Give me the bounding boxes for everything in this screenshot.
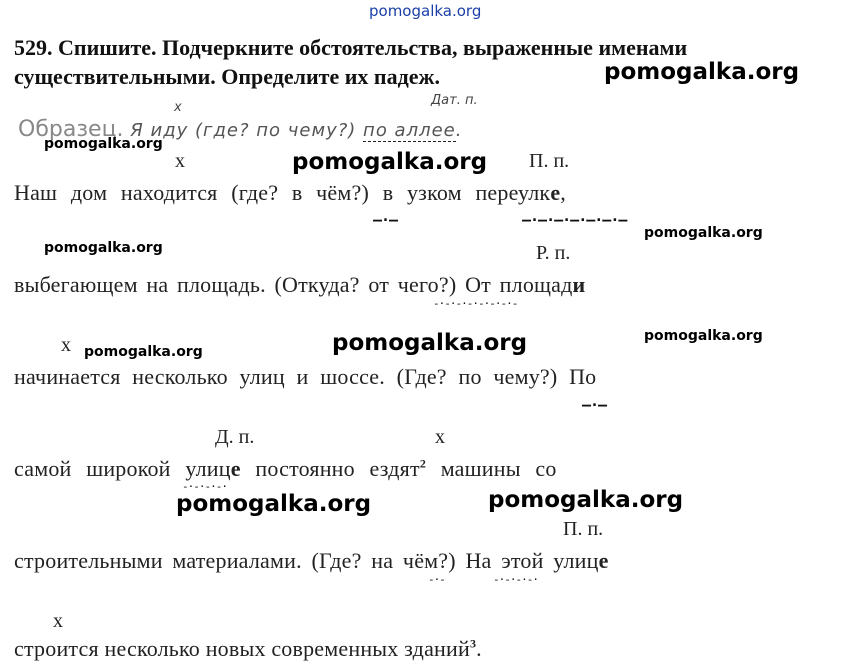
- underline-adverbial: -·-·-·-·-·-·-·-: [433, 297, 518, 310]
- text-line-5-main: строительными материалами. (Где? на чём?) На этой улиц: [14, 548, 599, 573]
- x-mark: х: [61, 334, 71, 356]
- underline-adverbial: –·–: [373, 211, 398, 229]
- text-line-6-end: .: [476, 636, 482, 661]
- text-line-6: [14, 636, 482, 662]
- watermark: pomogalka.org: [332, 330, 528, 356]
- watermark: pomogalka.org: [644, 328, 763, 344]
- x-mark: х: [435, 426, 445, 448]
- text-line-2-main: выбегающем на площадь. (Откуда? от чего?) От площад: [14, 272, 573, 297]
- underline-adverbial: -·-·-·-·: [493, 573, 538, 586]
- underline-modifier: –·–·–·–·–·–·–: [522, 211, 627, 229]
- watermark: pomogalka.org: [644, 225, 763, 241]
- case-label-pp: П. п.: [529, 150, 570, 172]
- watermark: pomogalka.org: [176, 491, 372, 517]
- x-mark: х: [53, 610, 63, 632]
- sample-underlined: по аллее: [363, 120, 456, 141]
- text-line-2: [14, 272, 585, 298]
- text-line-4: [14, 456, 557, 482]
- sample-case-label: Дат. п.: [431, 93, 478, 108]
- text-line-1: [14, 180, 566, 206]
- footnote-3: 3: [469, 636, 477, 651]
- footnote-2: 2: [419, 456, 427, 471]
- x-mark: х: [175, 150, 185, 172]
- watermark: pomogalka.org: [488, 487, 684, 513]
- watermark: pomogalka.org: [44, 240, 163, 256]
- watermark: pomogalka.org: [604, 59, 800, 85]
- sample-x-mark: х: [174, 100, 182, 115]
- text-line-4-part-a: самой широкой улиц: [14, 456, 231, 481]
- sample-end: .: [455, 120, 463, 141]
- text-line-4-part-c: машины со: [426, 456, 557, 481]
- text-line-2-ending: и: [572, 272, 586, 297]
- case-label-dp: Д. п.: [215, 426, 255, 448]
- exercise-title-line-1: 529. Спишите. Подчеркните обстоятельства, выраженные именами: [14, 35, 688, 60]
- text-line-1-ending: е: [550, 180, 561, 205]
- underline-modifier: -·-·-·-·: [182, 480, 227, 493]
- text-line-1-main: Наш дом находится (где? в чём?) в узком переулк: [14, 180, 551, 205]
- watermark: pomogalka.org: [44, 136, 163, 152]
- underline-modifier: -·-: [428, 573, 445, 586]
- sample-text: Я иду (где? по чему?): [130, 120, 357, 141]
- text-line-3: начинается несколько улиц и шоссе. (Где? по чему?) По: [14, 364, 597, 389]
- text-line-6-main: строится несколько новых современных зданий: [14, 636, 470, 661]
- case-label-pp: П. п.: [563, 518, 604, 540]
- sample-word: Образец.: [18, 117, 124, 142]
- text-line-4-part-b: постоянно ездят: [240, 456, 420, 481]
- watermark-top: pomogalka.org: [369, 2, 482, 20]
- text-line-1-punct: ,: [560, 180, 566, 205]
- watermark: pomogalka.org: [292, 149, 488, 175]
- text-line-5: [14, 548, 609, 574]
- case-label-rp: Р. п.: [536, 242, 571, 264]
- watermark: pomogalka.org: [84, 344, 203, 360]
- text-line-4-ending: е: [230, 456, 241, 481]
- text-line-5-ending: е: [598, 548, 609, 573]
- exercise-title-line-2: существительными. Определите их падеж.: [14, 64, 440, 89]
- underline-adverbial: –·–: [582, 396, 607, 414]
